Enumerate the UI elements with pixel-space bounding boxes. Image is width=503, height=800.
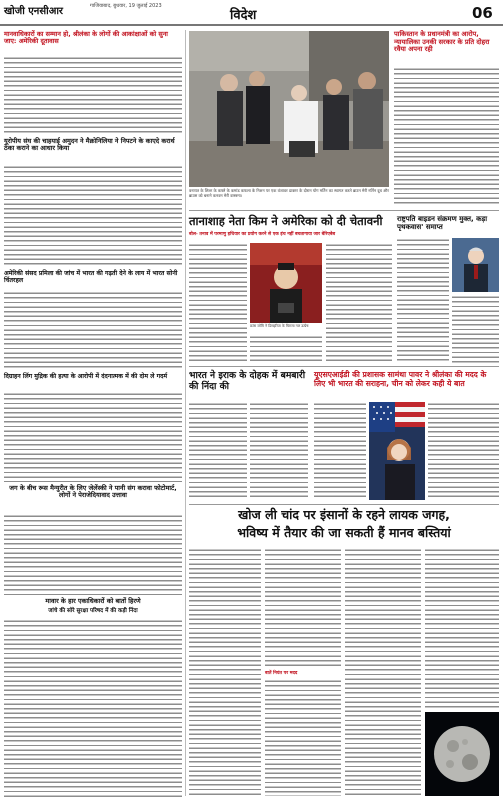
- iraq-body-col2: [250, 402, 308, 500]
- moon-photo: [425, 712, 499, 796]
- left-headline-4: दिग्राहन लिंग मुद्रिक की हत्या के आरोपी में दंदनात्मक में की दोम ले गदर्म: [4, 373, 168, 380]
- moon-body-col4: [425, 548, 499, 708]
- left-body-1: [4, 56, 182, 136]
- column-divider: [185, 30, 186, 796]
- moon-body-col1: [189, 548, 261, 796]
- usaid-body-col1: [314, 402, 366, 500]
- kim-photo: [250, 243, 322, 323]
- left-headline-2: यूरोपीय संघ की चाहयाई अमुदन ने मैक्रोनिलिया ने निपटने के काएदे करार्थ ठेका कराने का आधार किया: [4, 137, 175, 153]
- left-body-4: [4, 392, 182, 482]
- moon-side-label: बातें नियंत पर मदद: [265, 671, 298, 676]
- main-subhead: बोल- तनाव में परमाणु हथियार का प्रयोग करने से एक इंच नहीं बचतागाया जार बेरिएबेब: [189, 232, 336, 237]
- left-body-2: [4, 165, 182, 267]
- kim-photo-caption: फ्रांस जोमि ने डिसहरिता के चिरामा गल उत्प्रेष: [250, 324, 309, 328]
- main-body-col1: [189, 243, 247, 363]
- pope-photo: [189, 31, 389, 187]
- left-headline-1: मानवाधिकारों का सम्मान हो, श्रीलंका के लोगों की आकांक्षाओं को सुना जाए: अमेरिकी दूतावास: [4, 30, 168, 46]
- edition-line: गाजियाबाद, बुधवार, 19 जुलाई 2023: [90, 3, 162, 9]
- rule-2: [189, 366, 499, 367]
- brand-name: खोजी एनसीआर: [4, 6, 64, 17]
- usaid-body-col2: [428, 402, 499, 500]
- left-headline-7: जांचे की सोरे सुरक्षा परिषद में की कड़ी निंदा: [48, 608, 138, 614]
- rule-3: [189, 504, 499, 505]
- iraq-headline: भारत ने इराक के दोहक में बमबारी की निंदा की: [189, 370, 306, 392]
- main-body-col2: [250, 335, 322, 363]
- section-title: विदेश: [230, 8, 257, 23]
- left-body-5: [4, 514, 182, 596]
- moon-body-col2b: [265, 679, 341, 796]
- iraq-body-col1: [189, 402, 247, 500]
- usaid-headline: यूएसएआईडी की प्रशासक सामंथा पावर ने श्रीलंका की मदद के लिए भी भारत की सराहना, चीन को लेकर कही ये बात: [314, 370, 487, 388]
- moon-body-col3: [345, 548, 421, 796]
- moon-headline-line2: भविष्य में तैयार की जा सकती हैं मानव बस्तियां: [237, 525, 451, 540]
- pakistan-headline: पाकिस्तान के प्रधानमंत्री का आरोप, न्यायालिका उनकी सरकार के प्रति दोहरा रवैया अपना रही: [394, 30, 490, 54]
- main-headline: तानाशाह नेता किम ने अमेरिका को दी चेतावनी: [189, 214, 383, 228]
- pakistan-body: [394, 67, 499, 205]
- moon-body-col2: [265, 548, 341, 668]
- moon-headline-line1: खोज ली चांद पर इंसानों के रहने लायक जगह,: [238, 507, 450, 522]
- pope-photo-caption: वनायत के शिल्ट के कफ्ते के कमांड कफला के निशन पर एक वंजावर डाक्टर के दोरान योग मर्टिन का स्वागत करते ब्राउन मेरी नर्तिन दूध और ब्राउस को बनाने कनवन मेरी वास्त्रमा।: [189, 188, 389, 198]
- left-body-6: [4, 619, 182, 797]
- biden-body-col2: [452, 295, 499, 363]
- biden-body-col1: [397, 238, 449, 363]
- samantha-power-photo: [369, 402, 425, 500]
- page-number: 06: [472, 4, 493, 22]
- left-headline-3: अमेरिकी संसद प्रमिला की जांच में भारत की गढ़ती देने के लाय में भारत सोनी चिंतरहल: [4, 270, 178, 285]
- left-headline-6: मावार के हार एकाधिकारों को बातों हिरणे: [45, 597, 141, 605]
- main-body-col3: [326, 243, 392, 363]
- left-body-3: [4, 291, 182, 371]
- biden-photo: [452, 238, 499, 292]
- left-headline-5: जग के बीच रूस मैन्युरीत के लिए जेलेंस्की ने पानी संग करावा फोटोमार्ट, लोगों ने पेराजेदियावाद उत्तावा: [9, 484, 177, 500]
- rule-1: [189, 210, 499, 211]
- biden-headline: राष्ट्रपति बाइडन संक्रमण मुक्त, कड़ा पृथकवास' समाप्त: [397, 215, 488, 232]
